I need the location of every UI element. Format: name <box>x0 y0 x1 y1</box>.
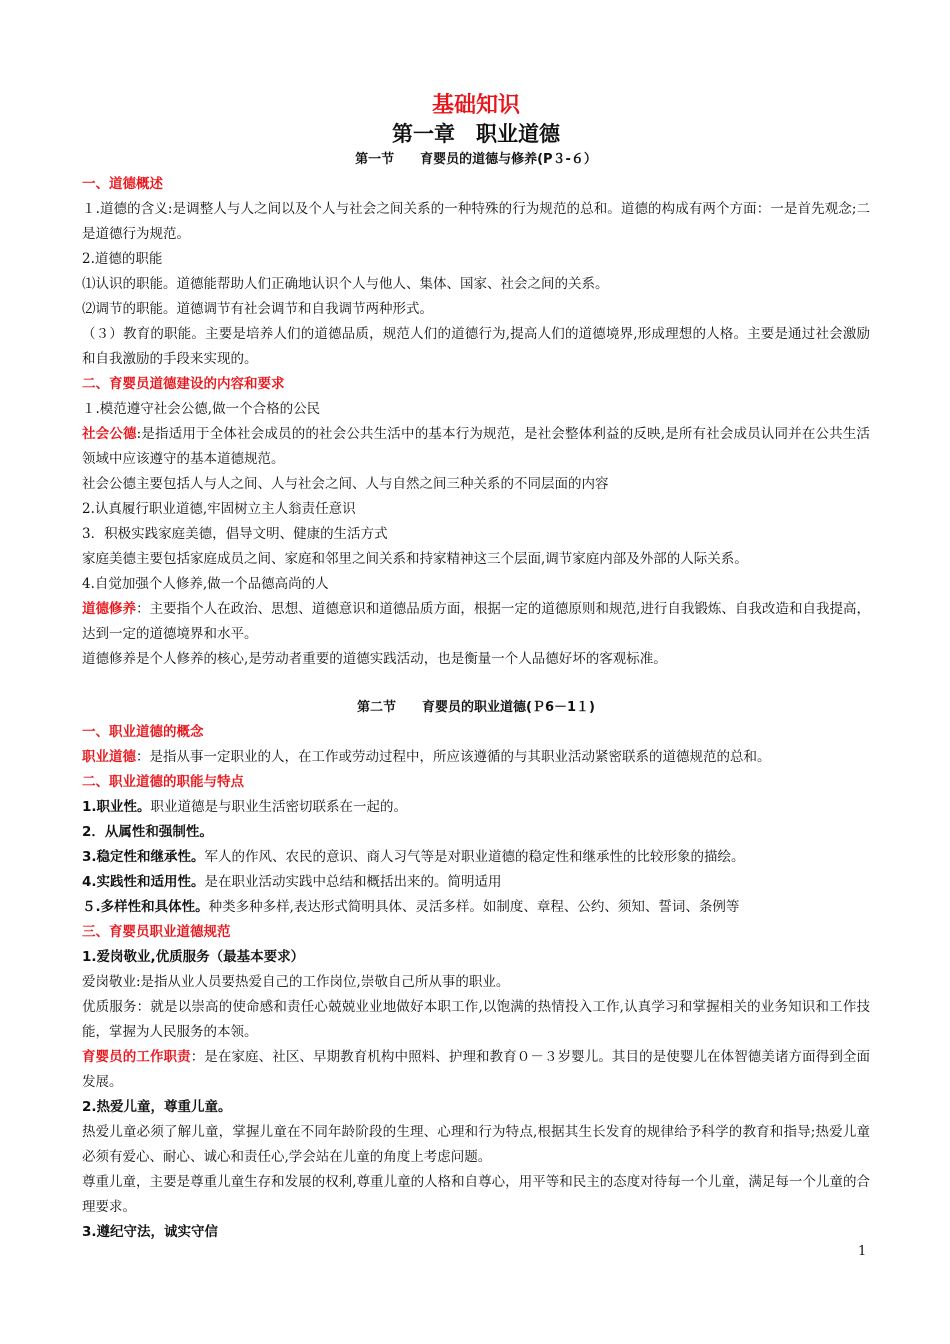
paragraph: 社会公德主要包括人与人之间、人与社会之间、人与自然之间三种关系的不同层面的内容 <box>82 476 609 492</box>
paragraph: 尊重儿童，主要是尊重儿童生存和发展的权利,尊重儿童的人格和自尊心，用平等和民主的态度对待每一个儿童，满足每一个儿童的合理要求。 <box>82 1174 870 1215</box>
paragraph: 家庭美德主要包括家庭成员之间、家庭和邻里之间关系和持家精神这三个层面,调节家庭内部及外部的人际关系。 <box>82 551 748 567</box>
definition-text: ：是在家庭、社区、早期教育机构中照料、护理和教育０－３岁婴儿。其目的是使婴儿在体智德美诸方面得到全面发展。 <box>82 1049 870 1090</box>
feature-label: 1.职业性。 <box>82 799 151 815</box>
paragraph: 2.道德的职能 <box>82 251 163 267</box>
heading-moral-overview: 一、道德概述 <box>82 176 163 192</box>
norm-heading: 1.爱岗敬业,优质服务（最基本要求） <box>82 949 305 965</box>
heading-professional-ethics-concept: 一、职业道德的概念 <box>82 724 204 740</box>
norm-heading: 2.热爱儿童，尊重儿童。 <box>82 1099 232 1115</box>
norm-heading: 3.遵纪守法，诚实守信 <box>82 1224 219 1240</box>
feature-item <box>82 895 870 920</box>
feature-text: 是在职业活动实践中总结和概括出来的。简明适用 <box>204 874 502 890</box>
paragraph: 热爱儿童必须了解儿童，掌握儿童在不同年龄阶段的生理、心理和行为特点,根据其生长发育的规律给予科学的教育和指导;热爱儿童必须有爱心、耐心、诚心和责任心,学会站在儿童的角度上考虑问题。 <box>82 1124 870 1165</box>
heading-functions-features: 二、职业道德的职能与特点 <box>82 774 244 790</box>
paragraph-definition <box>82 597 870 647</box>
feature-label: 4.实践性和适用性。 <box>82 874 205 890</box>
feature-item <box>82 870 870 895</box>
feature-item <box>82 820 870 845</box>
paragraph-definition <box>82 745 870 770</box>
paragraph: １.模范遵守社会公德,做一个合格的公民 <box>82 401 321 417</box>
paragraph: （３）教育的职能。主要是培养人们的道德品质，规范人们的道德行为,提高人们的道德境界,形成理想的人格。主要是通过社会激励和自我激励的手段来实现的。 <box>82 326 870 367</box>
feature-label: ５.多样性和具体性。 <box>82 899 209 915</box>
feature-label: 2．从属性和强制性。 <box>82 824 213 840</box>
heading-ethics-norms: 三、育婴员职业道德规范 <box>82 924 231 940</box>
paragraph: 3．积极实践家庭美德，倡导文明、健康的生活方式 <box>82 526 388 542</box>
heading-moral-construction: 二、育婴员道德建设的内容和要求 <box>82 376 285 392</box>
document-title: 基础知识 <box>431 93 520 118</box>
paragraph: 爱岗敬业:是指从业人员要热爱自己的工作岗位,崇敬自己所从事的职业。 <box>82 974 510 990</box>
feature-label: 3.稳定性和继承性。 <box>82 849 205 865</box>
feature-item <box>82 795 870 820</box>
paragraph: ⑴认识的职能。道德能帮助人们正确地认识个人与他人、集体、国家、社会之间的关系。 <box>82 276 609 292</box>
paragraph: 2.认真履行职业道德,牢固树立主人翁责任意识 <box>82 501 356 517</box>
feature-text: 职业道德是与职业生活密切联系在一起的。 <box>150 799 408 815</box>
definition-text: ：主要指个人在政治、思想、道德意识和道德品质方面，根据一定的道德原则和规范,进行自我锻炼、自我改造和自我提高，达到一定的道德境界和水平。 <box>82 601 871 642</box>
paragraph: ⑵调节的职能。道德调节有社会调节和自我调节两种形式。 <box>82 301 433 317</box>
feature-item <box>82 845 870 870</box>
paragraph-definition <box>82 1045 870 1095</box>
term-job-duties: 育婴员的工作职责 <box>82 1049 191 1065</box>
chapter-title: 第一章 职业道德 <box>392 122 560 146</box>
spacer <box>82 672 870 696</box>
feature-text: 种类多种多样,表达形式简明具体、灵活多样。如制度、章程、公约、须知、誓词、条例等 <box>208 899 740 915</box>
paragraph: 4.自觉加强个人修养,做一个品德高尚的人 <box>82 576 329 592</box>
paragraph-definition <box>82 422 870 472</box>
definition-text: :是指适用于全体社会成员的的社会公共生活中的基本行为规范，是社会整体利益的反映,是所有社会成员认同并在公共生活领域中应该遵守的基本道德规范。 <box>82 426 871 467</box>
term-moral-cultivation: 道德修养 <box>82 601 137 617</box>
document-page <box>82 92 870 1245</box>
definition-text: ：是指从事一定职业的人，在工作或劳动过程中，所应该遵循的与其职业活动紧密联系的道德规范的总和。 <box>136 749 771 765</box>
paragraph: 优质服务：就是以崇高的使命感和责任心兢兢业业地做好本职工作,以饱满的热情投入工作,认真学习和掌握相关的业务知识和工作技能，掌握为人民服务的本领。 <box>82 999 870 1040</box>
feature-text: 军人的作风、农民的意识、商人习气等是对职业道德的稳定性和继承性的比较形象的描绘。 <box>204 849 745 865</box>
paragraph: １.道德的含义:是调整人与人之间以及个人与社会之间关系的一种特殊的行为规范的总和。道德的构成有两个方面：一是首先观念;二是道德行为规范。 <box>82 201 870 242</box>
term-social-morality: 社会公德 <box>82 426 137 442</box>
paragraph: 道德修养是个人修养的核心,是劳动者重要的道德实践活动，也是衡量一个人品德好坏的客观标准。 <box>82 651 667 667</box>
page-number: 1 <box>858 1244 867 1259</box>
section-2-title: 第二节 育婴员的职业道德(Ｐ6－1１) <box>357 700 595 715</box>
section-1-title: 第一节 育婴员的道德与修养(P３-６） <box>355 152 597 167</box>
term-professional-ethics: 职业道德 <box>82 749 136 765</box>
